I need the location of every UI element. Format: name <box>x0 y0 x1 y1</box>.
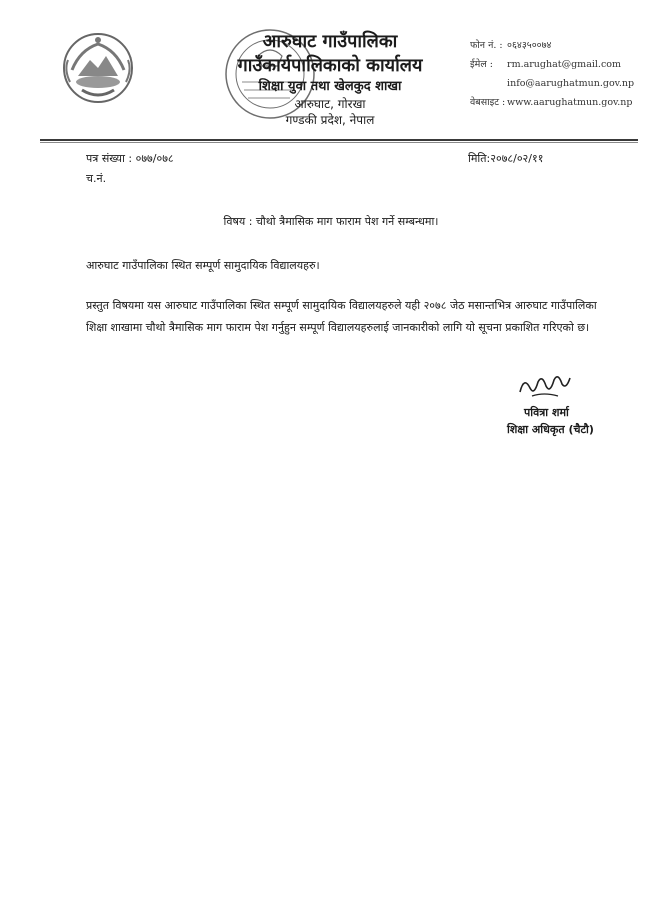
municipality-name: आरुघाट गाउँपालिका <box>262 31 398 52</box>
contact-email <box>470 55 650 74</box>
section-name: शिक्षा युवा तथा खेलकुद शाखा <box>258 79 402 94</box>
letter-body: प्रस्तुत विषयमा यस आरुघाट गाउँपालिका स्थित सम्पूर्ण सामुदायिक विद्यालयहरुले यही २०७८ जेठ मसान्तभित्र आरुघाट गाउँपालिका शिक्षा शाखामा चौथो त्रैमासिक माग फाराम पेश गर्नुहुन सम्पूर्ण विद्यालयहरुलाई जानकारीको लागि यो सूचना प्रकाशित गरिएको छ। <box>86 299 597 334</box>
signatory-title: शिक्षा अधिकृत (चैटौ) <box>507 423 594 436</box>
contact-value: rm.arughat@gmail.com <box>507 59 622 70</box>
contact-value: www.aarughatmun.gov.np <box>507 97 633 108</box>
contact-email-2 <box>470 74 650 93</box>
contact-label: ईमेल : <box>470 59 494 70</box>
office-name: गाउँकार्यपालिकाको कार्यालय <box>237 55 423 76</box>
contact-value: info@aarughatmun.gov.np <box>507 78 635 89</box>
letter-recipient: आरुघाट गाउँपालिका स्थित सम्पूर्ण सामुदायिक विद्यालयहरु। <box>86 259 320 272</box>
header-divider-thin <box>40 142 638 143</box>
reference-number: पत्र संख्या : ०७७/०७८ <box>86 152 174 165</box>
letter-subject: विषय : चौथो त्रैमासिक माग फाराम पेश गर्ने सम्बन्धमा। <box>223 215 439 228</box>
office-location: आरुघाट, गोरखा <box>294 97 366 111</box>
contact-value: ०६४३५००७४ <box>507 40 552 51</box>
letter-date: मिति:२०७८/०२/११ <box>468 152 544 165</box>
contact-label: फोन नं. : <box>470 40 503 51</box>
province-name: गण्डकी प्रदेश, नेपाल <box>285 113 375 127</box>
contact-website <box>470 93 650 112</box>
contact-phone <box>470 36 650 55</box>
contact-info <box>470 36 650 112</box>
nepal-emblem-icon <box>60 30 136 106</box>
contact-label: वेबसाइट : <box>470 97 506 108</box>
handwritten-signature-icon <box>514 370 574 400</box>
header-divider <box>40 139 638 141</box>
letterhead <box>210 30 450 128</box>
signatory-name: पवित्रा शर्मा <box>524 406 569 419</box>
dispatch-number: च.नं. <box>86 172 107 185</box>
